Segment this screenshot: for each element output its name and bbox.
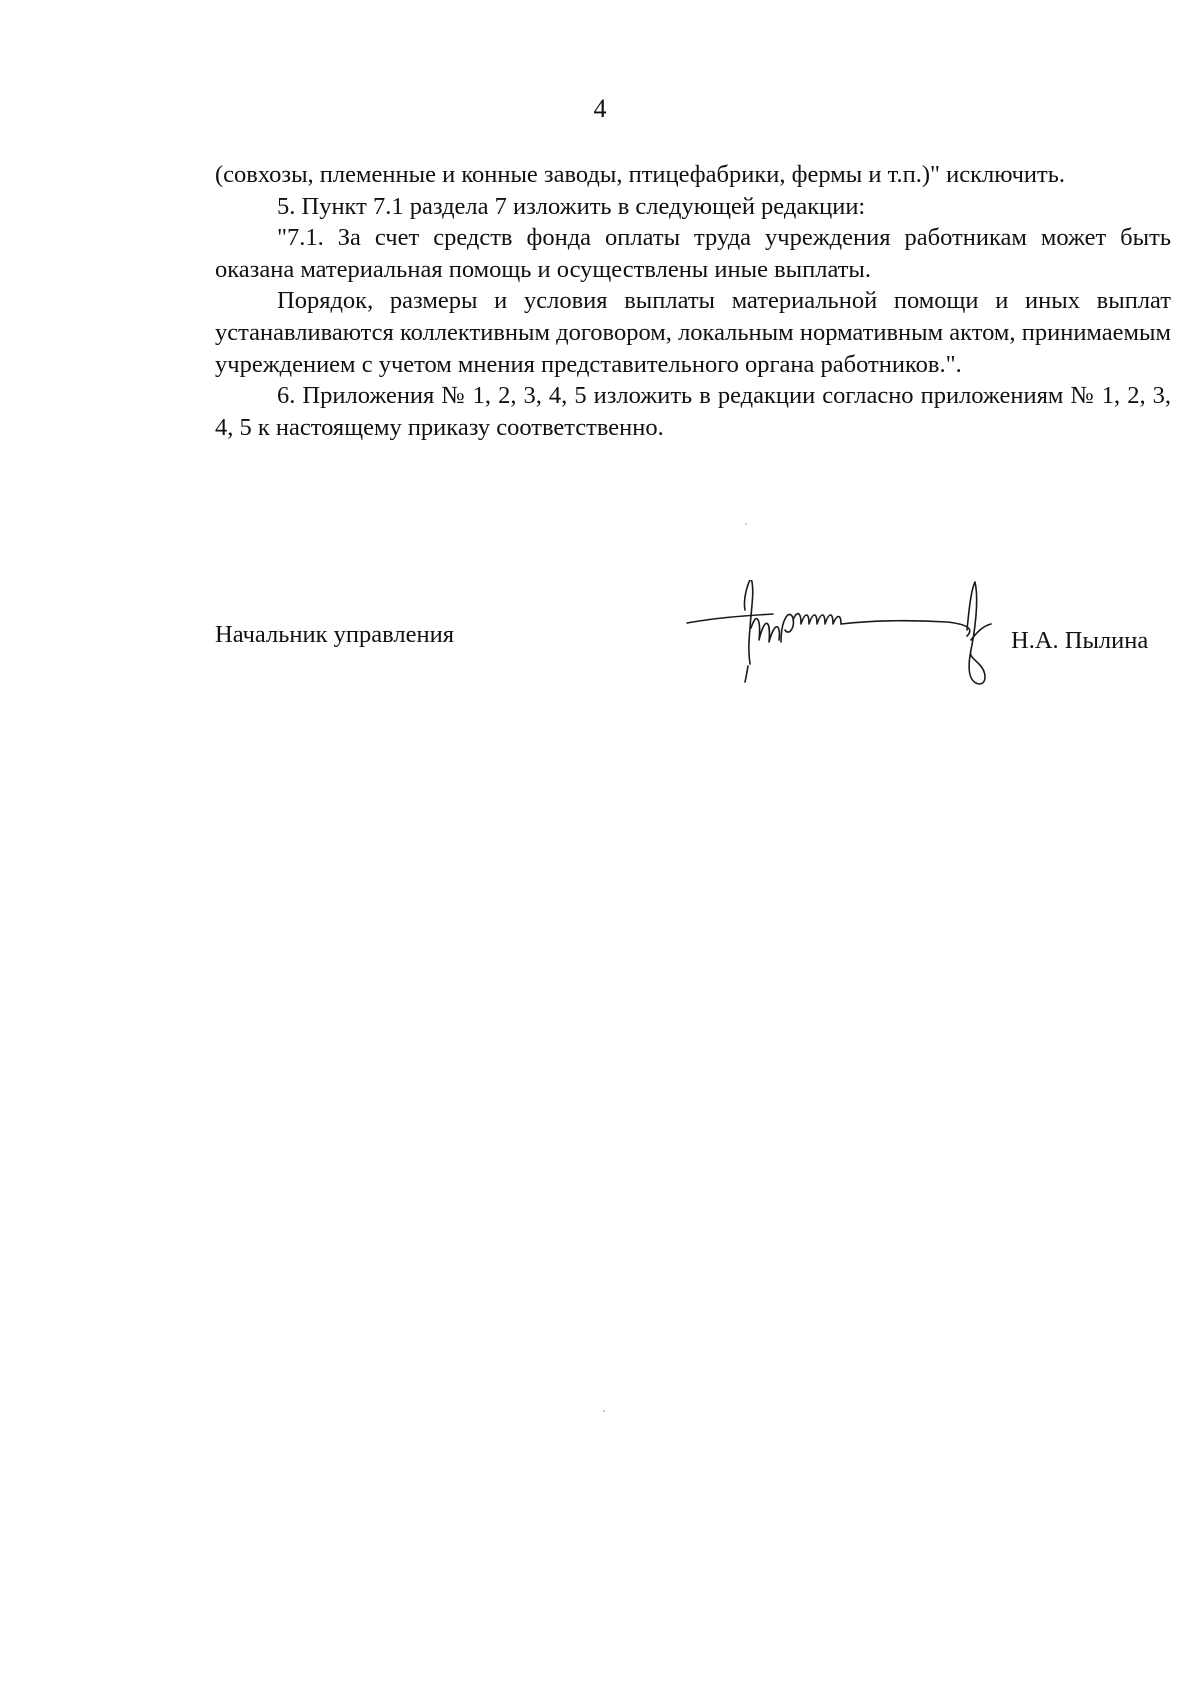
paragraph-clause-7-1: "7.1. За счет средств фонда оплаты труда учреждения работникам может быть оказана материальная помощь и осуществлены иные выплаты. [215, 224, 1171, 283]
page-number: 4 [593, 94, 607, 123]
paragraph-continuation: (совхозы, племенные и конные заводы, птицефабрики, фермы и т.п.)" исключить. [215, 161, 1066, 188]
handwritten-signature [685, 580, 1015, 700]
scan-speck [745, 523, 747, 525]
paragraph-payment-procedure: Порядок, размеры и условия выплаты материальной помощи и иных выплат устанавливаются коллективным договором, локальным нормативным актом, принимаемым учреждением с учетом мнения представительного органа работников.". [215, 287, 1171, 378]
signature-block [215, 580, 1171, 700]
document-body [215, 159, 1171, 443]
position-title: Начальник управления [215, 621, 454, 648]
paragraph-item-5: 5. Пункт 7.1 раздела 7 изложить в следующей редакции: [277, 192, 866, 220]
paragraph-item-6: 6. Приложения № 1, 2, 3, 4, 5 изложить в редакции согласно приложениям № 1, 2, 3, 4, 5 к настоящему приказу соответственно. [215, 382, 1171, 441]
signatory-name: Н.А. Пылина [1011, 627, 1149, 654]
scan-speck [603, 1410, 605, 1412]
